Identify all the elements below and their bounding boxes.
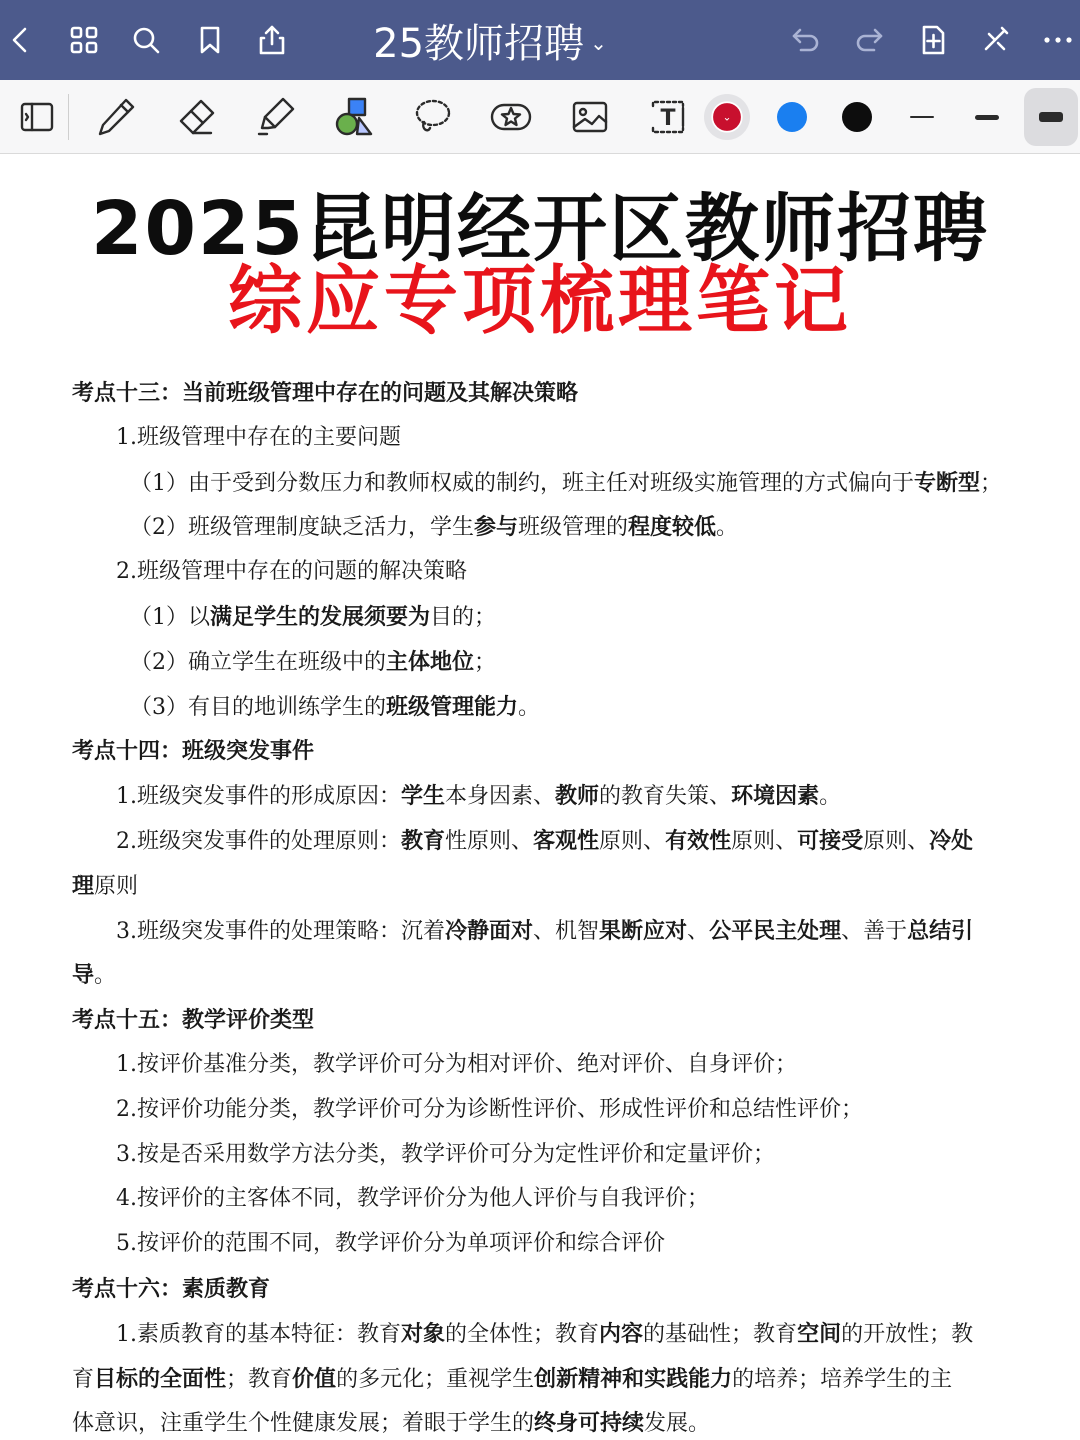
text-segment: 、善于 [841, 918, 908, 944]
text-segment: 1.按评价基准分类，教学评价可分为相对评价、绝对评价、自身评价； [116, 1052, 797, 1077]
document-heading: 2025昆明经开区教师招聘 [91, 186, 989, 272]
note-line [116, 1050, 797, 1080]
text-segment: 1.素质教育的基本特征：教育 [116, 1321, 401, 1347]
section-heading [72, 1005, 314, 1035]
share-icon[interactable] [246, 14, 298, 66]
text-segment: 原则 [94, 873, 139, 899]
text-segment: 的全体性；教育 [445, 1321, 600, 1347]
text-segment: 原则、 [599, 829, 666, 854]
text-segment: 本身因素、 [445, 784, 556, 810]
text-tool-icon[interactable] [638, 88, 698, 146]
note-line [116, 826, 973, 857]
text-segment: ； [474, 649, 497, 675]
text-segment: 育 [72, 1366, 95, 1392]
bold-keyword: 满足学生的发展须要为 [210, 604, 431, 630]
bold-keyword: 终身可持续 [534, 1410, 645, 1437]
bold-keyword: 价值 [292, 1365, 337, 1392]
text-segment: 的多元化；重视学生 [336, 1366, 535, 1392]
text-segment: 发展。 [644, 1411, 711, 1437]
text-segment: 原则、 [731, 829, 798, 854]
undo-icon[interactable] [780, 14, 832, 66]
document-subheading: 综应专项梳理笔记 [228, 258, 852, 344]
bold-keyword: 公平民主处理 [709, 917, 842, 944]
bold-keyword: 可接受 [797, 828, 864, 854]
note-line [116, 1229, 665, 1259]
document-title-dropdown[interactable] [340, 0, 640, 80]
bold-keyword: 导 [72, 962, 95, 989]
stroke-width-medium[interactable] [957, 88, 1017, 146]
toolbar-divider [68, 94, 69, 140]
document-page[interactable] [0, 154, 1080, 1440]
text-tool-letter: T [660, 106, 676, 131]
bold-keyword: 参与 [474, 514, 519, 541]
color-swatch-black[interactable] [827, 88, 887, 146]
bold-keyword: 环境因素 [731, 783, 820, 810]
shapes-icon[interactable] [324, 88, 384, 146]
text-segment: 的基础性；教育 [643, 1321, 798, 1347]
bold-keyword: 内容 [599, 1320, 644, 1347]
chevron-down-icon: ⌄ [590, 31, 607, 55]
bold-keyword: 教师 [555, 783, 600, 810]
text-segment: 。 [94, 963, 117, 989]
text-segment: （1）以 [130, 605, 210, 630]
redo-icon[interactable] [843, 14, 895, 66]
text-segment: 2.按评价功能分类，教学评价可分为诊断性评价、形成性评价和总结性评价； [116, 1096, 863, 1122]
highlighter-icon[interactable] [246, 88, 306, 146]
image-icon[interactable] [560, 88, 620, 146]
bold-keyword: 冷处 [929, 828, 974, 854]
bold-keyword: 班级管理能力 [386, 693, 519, 720]
text-segment: （3）有目的地训练学生的 [130, 694, 386, 720]
section-heading [72, 1274, 270, 1304]
more-icon[interactable] [1032, 14, 1080, 66]
text-segment: 考点十三：当前班级管理中存在的问题及其解决策略 [72, 380, 579, 406]
text-segment: 体意识，注重学生个性健康发展；着眼于学生的 [72, 1411, 535, 1437]
note-line [116, 916, 973, 947]
bold-keyword: 专断型 [914, 469, 981, 496]
note-line [72, 1364, 952, 1395]
bold-keyword: 创新精神和实践能力 [534, 1365, 733, 1392]
text-segment: 5.按评价的范围不同，教学评价分为单项评价和综合评价 [116, 1231, 665, 1257]
text-segment: 、机智 [533, 918, 600, 944]
sticker-icon[interactable] [481, 88, 541, 146]
text-segment: 3.按是否采用数学方法分类，教学评价可分为定性评价和定量评价； [116, 1141, 775, 1167]
note-line [116, 1095, 863, 1125]
bold-keyword: 教育 [401, 828, 446, 854]
note-line [130, 692, 540, 723]
text-segment: 2.班级突发事件的处理原则： [116, 829, 401, 854]
note-line [72, 960, 116, 991]
bold-keyword: 有效性 [665, 828, 732, 854]
text-segment: 。 [819, 784, 842, 810]
bookmark-icon[interactable] [184, 14, 236, 66]
text-segment: 2.班级管理中存在的问题的解决策略 [116, 559, 467, 585]
stroke-width-thin[interactable] [892, 88, 952, 146]
note-line [72, 1408, 710, 1439]
text-segment: 、 [687, 918, 710, 944]
text-segment: 考点十五：教学评价类型 [72, 1007, 315, 1034]
text-segment: 的培养；培养学生的主 [732, 1366, 953, 1392]
text-segment: 班级管理的 [518, 515, 629, 541]
text-segment: 3.班级突发事件的处理策略：沉着 [116, 918, 445, 944]
bold-keyword: 果断应对 [599, 917, 688, 944]
pen-icon[interactable] [86, 88, 146, 146]
text-segment: （2）班级管理制度缺乏活力，学生 [130, 515, 474, 541]
search-icon[interactable] [120, 14, 172, 66]
text-segment: （2）确立学生在班级中的 [130, 649, 386, 675]
bold-keyword: 冷静面对 [445, 917, 534, 944]
text-segment: 性原则、 [445, 829, 534, 854]
lasso-icon[interactable] [403, 88, 463, 146]
text-segment: 。 [716, 515, 739, 541]
bold-keyword: 目标的全面性 [94, 1365, 227, 1392]
bold-keyword: 主体地位 [386, 648, 475, 675]
selected-color-mark: ⌄ [722, 111, 732, 124]
note-line [130, 602, 496, 633]
color-swatch-red[interactable] [704, 94, 750, 140]
text-segment: 1.班级突发事件的形成原因： [116, 784, 401, 810]
text-segment: 考点十四：班级突发事件 [72, 738, 315, 765]
bold-keyword: 对象 [401, 1320, 446, 1347]
bold-keyword: 理 [72, 872, 95, 899]
note-line [72, 871, 138, 902]
text-segment: 目的； [430, 605, 497, 630]
text-segment: 。 [518, 694, 541, 720]
text-segment: 4.按评价的主客体不同，教学评价分为他人评价与自我评价； [116, 1186, 709, 1212]
document-title: 25教师招聘 [373, 20, 585, 67]
text-segment: ； [980, 470, 1003, 496]
note-line [130, 468, 1002, 499]
text-segment: 考点十六：素质教育 [72, 1276, 271, 1302]
note-line [116, 1184, 709, 1214]
top-nav-bar [0, 0, 1080, 80]
text-segment: 原则、 [863, 829, 930, 854]
note-line [130, 512, 738, 543]
bold-keyword: 总结引 [907, 917, 974, 944]
text-segment: 1.班级管理中存在的主要问题 [116, 424, 401, 450]
close-icon[interactable] [969, 14, 1021, 66]
bold-keyword: 程度较低 [628, 514, 717, 541]
note-line [116, 557, 467, 587]
section-heading [72, 736, 314, 766]
section-heading [72, 378, 578, 408]
back-icon[interactable] [0, 14, 46, 66]
text-segment: （1）由于受到分数压力和教师权威的制约，班主任对班级实施管理的方式偏向于 [130, 470, 914, 496]
text-segment: ；教育 [226, 1366, 293, 1392]
add-page-icon[interactable] [907, 14, 959, 66]
bold-keyword: 客观性 [533, 828, 600, 854]
sidebar-icon[interactable] [6, 88, 66, 146]
note-line [116, 423, 401, 453]
note-line [130, 647, 496, 678]
text-segment: 的教育失策、 [599, 784, 732, 810]
drawing-toolbar [0, 80, 1080, 154]
note-line [116, 1140, 775, 1170]
bold-keyword: 空间 [797, 1320, 842, 1347]
stroke-width-thick[interactable] [1024, 88, 1078, 146]
text-segment: 的开放性；教 [841, 1321, 974, 1347]
eraser-icon[interactable] [166, 88, 226, 146]
color-swatch-blue[interactable] [762, 88, 822, 146]
grid-icon[interactable] [58, 14, 110, 66]
note-line [116, 781, 841, 812]
note-line [116, 1319, 973, 1350]
bold-keyword: 学生 [401, 783, 446, 810]
